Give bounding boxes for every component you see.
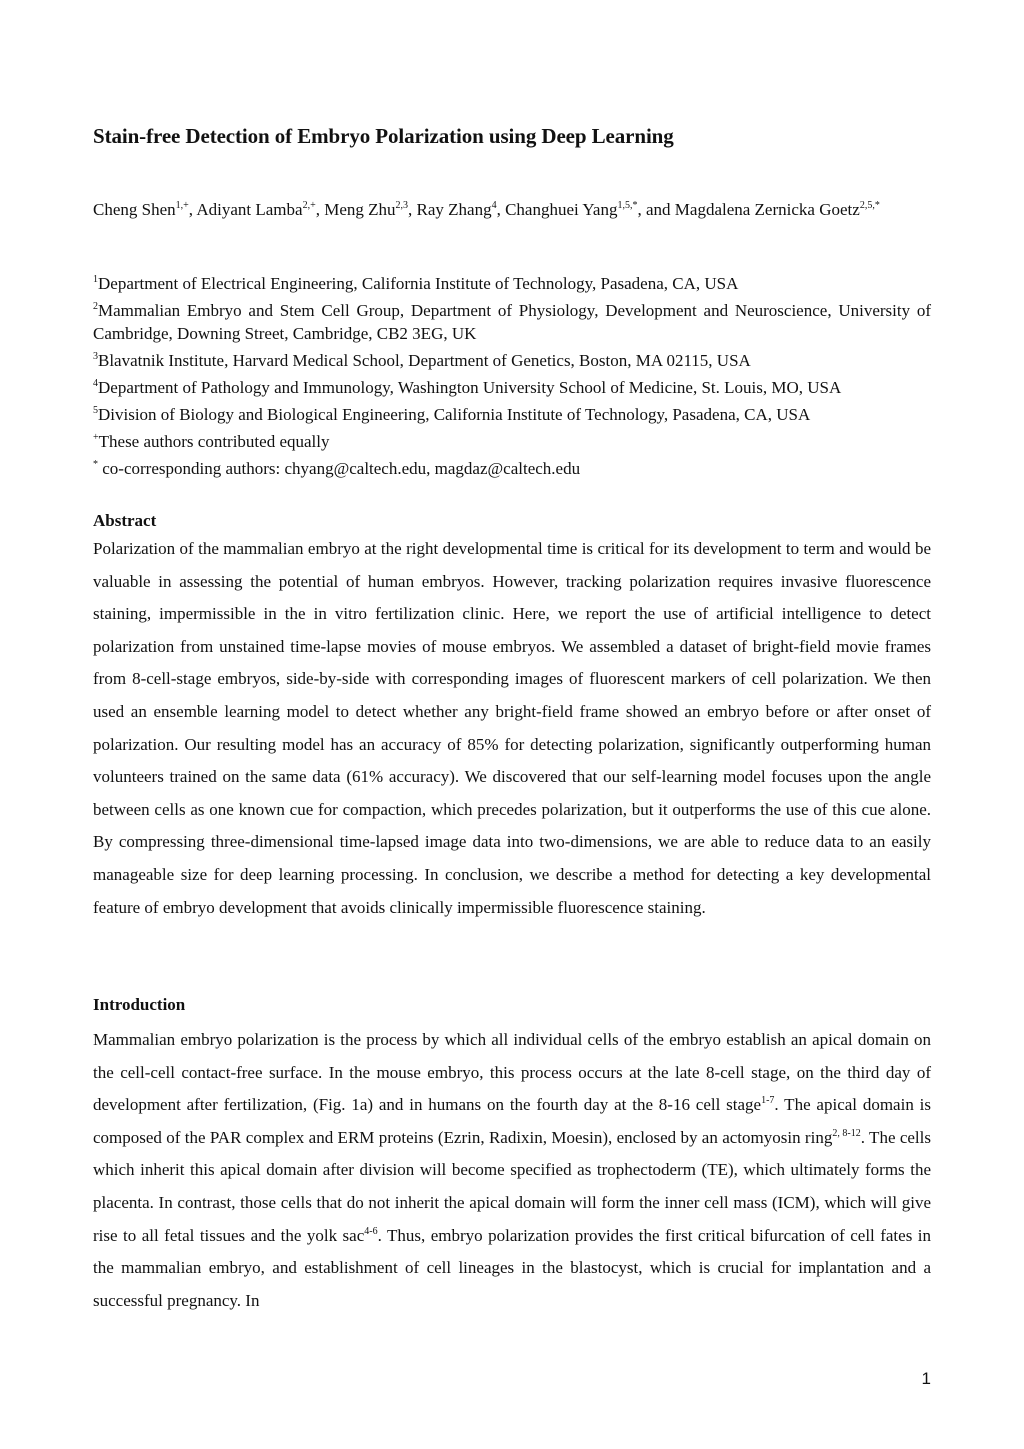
- introduction-text-segment: . The apical domain is composed of the PAR complex and ERM proteins (Ezrin, Radixin, Moesin), enclosed by an actomyosin ring: [93, 1095, 931, 1147]
- abstract-heading: Abstract: [93, 511, 157, 530]
- affiliation-item: [93, 403, 931, 426]
- page-number: 1: [921, 1369, 931, 1388]
- abstract-text: Polarization of the mammalian embryo at the right developmental time is critical for its development to term and would be valuable in assessing the potential of human embryos. However, tracking polarization requires invasive fluorescence staining, impermissible in the in vitro fertilization clinic. Here, we report the use of artificial intelligence to detect polarization from unstained time-lapse movies of mouse embryos. We assembled a dataset of bright-field movie frames from 8-cell-stage embryos, side-by-side with corresponding images of fluorescent markers of cell polarization. We then used an ensemble learning model to detect whether any bright-field frame showed an embryo before or after onset of polarization. Our resulting model has an accuracy of 85% for detecting polarization, significantly outperforming human volunteers trained on the same data (61% accuracy). We discovered that our self-learning model focuses upon the angle between cells as one known cue for compaction, which precedes polarization, but it outperforms the use of this cue alone. By compressing three-dimensional time-lapsed image data into two-dimensions, we are able to reduce data to an easily manageable size for deep learning processing. In conclusion, we describe a method for detecting a key developmental feature of embryo development that avoids clinically impermissible fluorescence staining.: [93, 539, 931, 917]
- author-separator: ,: [408, 200, 417, 219]
- author-affiliation-mark: 1,5,*: [617, 200, 638, 211]
- affiliation-text: These authors contributed equally: [98, 432, 330, 451]
- author-affiliation-mark: 1,+: [175, 200, 189, 211]
- author-name: Ray Zhang: [416, 200, 492, 219]
- affiliation-text: Division of Biology and Biological Engineering, California Institute of Technology, Pasadena, CA, USA: [98, 405, 811, 424]
- affiliation-mark: 4: [93, 378, 98, 389]
- paper-page: [93, 0, 931, 1449]
- affiliation-item: [93, 299, 931, 345]
- affiliation-item: [93, 430, 931, 453]
- author-name: Changhuei Yang: [505, 200, 618, 219]
- affiliation-mark: 2: [93, 301, 98, 312]
- author-affiliation-mark: 2,3: [395, 200, 408, 211]
- author-name: Adiyant Lamba: [196, 200, 303, 219]
- affiliation-item: [93, 349, 931, 372]
- citation-superscript: 2, 8-12: [832, 1127, 861, 1139]
- author-separator: ,: [188, 200, 197, 219]
- author-affiliation-mark: 2,5,*: [859, 200, 880, 211]
- introduction-text: [93, 1024, 931, 1317]
- affiliation-text: Mammalian Embryo and Stem Cell Group, Department of Physiology, Development and Neuroscience, University of Cambridge, Downing Street, Cambridge, CB2 3EG, UK: [93, 301, 931, 343]
- author-affiliation-mark: 4: [491, 200, 497, 211]
- introduction-text-segment: . The cells which inherit this apical domain after division will become specified as trophectoderm (TE), which ultimately forms the placenta. In contrast, those cells that do not inherit the apical domain will form the inner cell mass (ICM), which will give rise to all fetal tissues and the yolk sac: [93, 1127, 931, 1245]
- introduction-text-segment: Mammalian embryo polarization is the process by which all individual cells of the embryo establish an apical domain on the cell-cell contact-free surface. In the mouse embryo, this process occurs at the late 8-cell stage, on the third day of development after fertilization, (Fig. 1a) and in humans on the fourth day at the 8-16 cell stage: [93, 1030, 931, 1115]
- author-separator: , and: [637, 200, 675, 219]
- author-name: Meng Zhu: [324, 200, 396, 219]
- affiliation-text: Blavatnik Institute, Harvard Medical School, Department of Genetics, Boston, MA 02115, USA: [98, 351, 751, 370]
- introduction-text-segment: . Thus, embryo polarization provides the first critical bifurcation of cell fates in the mammalian embryo, and establishment of cell lineages in the blastocyst, which is crucial for implantation and a successful pregnancy. In: [93, 1225, 932, 1310]
- author-affiliation-mark: 2,+: [302, 200, 316, 211]
- affiliation-list: [93, 272, 931, 484]
- introduction-heading: Introduction: [93, 995, 186, 1014]
- citation-superscript: 4-6: [364, 1225, 378, 1237]
- author-name: Magdalena Zernicka Goetz: [674, 200, 860, 219]
- affiliation-text: Department of Pathology and Immunology, Washington University School of Medicine, St. Louis, MO, USA: [98, 378, 842, 397]
- affiliation-mark: *: [93, 459, 98, 470]
- affiliation-text: co-corresponding authors: chyang@caltech.edu, magdaz@caltech.edu: [102, 459, 581, 478]
- paper-title: Stain-free Detection of Embryo Polarization using Deep Learning: [93, 124, 674, 148]
- affiliation-mark: +: [93, 432, 99, 443]
- affiliation-item: [93, 376, 931, 399]
- affiliation-text: Department of Electrical Engineering, California Institute of Technology, Pasadena, CA, USA: [98, 274, 739, 293]
- author-separator: ,: [315, 200, 325, 219]
- citation-superscript: 1-7: [761, 1095, 775, 1107]
- author-separator: ,: [496, 200, 506, 219]
- affiliation-item: [93, 272, 931, 295]
- affiliation-mark: 1: [93, 274, 98, 285]
- affiliation-item: [93, 457, 931, 480]
- author-list: [93, 198, 931, 221]
- affiliation-mark: 5: [93, 405, 98, 416]
- author-name: Cheng Shen: [93, 200, 176, 219]
- affiliation-mark: 3: [93, 351, 98, 362]
